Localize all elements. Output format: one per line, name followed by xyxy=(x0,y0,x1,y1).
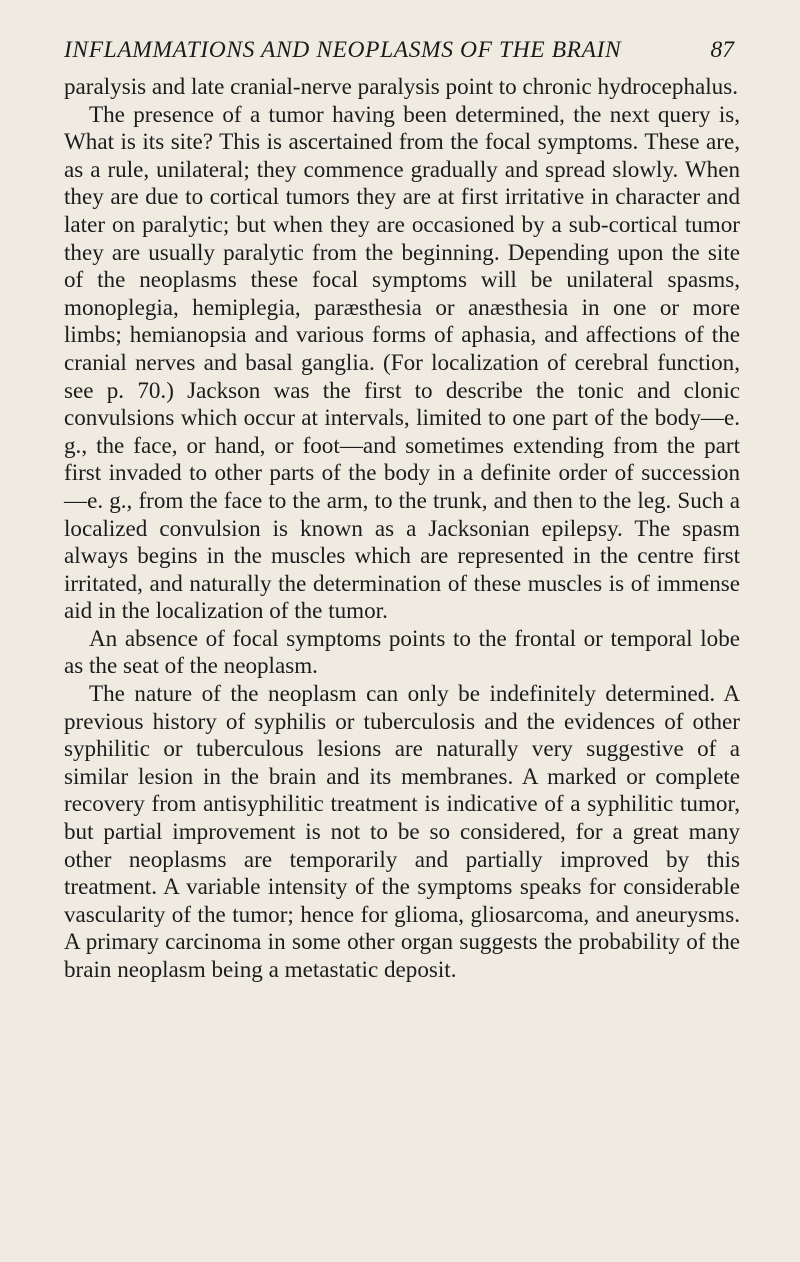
paragraph-tumor-nature: The nature of the neoplasm can only be indefinitely determined. A previous history of syphilis or tuberculosis and the evidences of other syphilitic or tuberculous lesions are naturally very suggestive of a similar lesion in the brain and its membranes. A marked or complete recovery from antisyphilitic treatment is indicative of a syphilitic tumor, but partial improvement is not to be so considered, for a great many other neoplasms are temporarily and partially improved by this treatment. A variable intensity of the symptoms speaks for considerable vascularity of the tumor; hence for glioma, gliosarcoma, and aneurysms. A primary carcinoma in some other organ suggests the probability of the brain neoplasm being a metastatic deposit. xyxy=(64,680,740,982)
paragraph-tumor-site: The presence of a tumor having been determined, the next query is, What is its site? This is ascertained from the focal symptoms. These are, as a rule, unilateral; they commence gradually and spread slowly. When they are due to cortical tumors they are at first irritative in character and later on paralytic; but when they are occasioned by a sub-cortical tumor they are usually paralytic from the beginning. Depending upon the site of the neoplasms these focal symptoms will be unilateral spasms, monoplegia, hemiplegia, paræsthesia or anæsthesia in one or more limbs; hemianopsia and various forms of aphasia, and affections of the cranial nerves and basal ganglia. (For localization of cerebral function, see p. 70.) Jackson was the first to describe the tonic and clonic convulsions which occur at intervals, limited to one part of the body—e. g., the face, or hand, or foot—and sometimes extending from the part first invaded to other parts of the body in a definite order of succession—e. g., from the face to the arm, to the trunk, and then to the leg. Such a localized convulsion is known as a Jacksonian epilepsy. The spasm always begins in the muscles which are represented in the centre first irritated, and naturally the determination of these muscles is of immense aid in the localization of the tumor. xyxy=(64,100,740,624)
paragraph-continuation: paralysis and late cranial-nerve paralysis point to chronic hydrocephalus. xyxy=(64,73,738,99)
running-head: INFLAMMATIONS AND NEOPLASMS OF THE BRAIN xyxy=(64,37,622,63)
page-number: 87 xyxy=(710,37,734,63)
page-header xyxy=(64,37,734,71)
body-text xyxy=(64,73,740,984)
paragraph-absence-focal-symptoms: An absence of focal symptoms points to the frontal or temporal lobe as the seat of the neoplasm. xyxy=(64,624,740,679)
